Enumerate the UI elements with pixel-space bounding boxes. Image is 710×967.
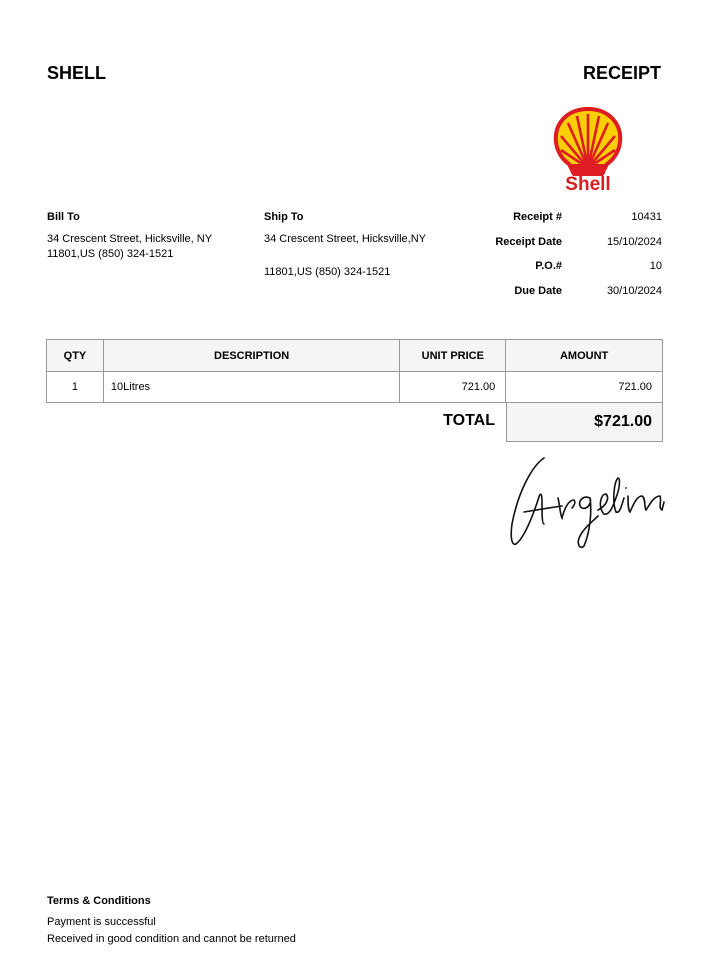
document-title: RECEIPT xyxy=(582,63,661,83)
bill-to-line1: 34 Crescent Street, Hicksville, NY xyxy=(47,233,213,245)
handwritten-signature xyxy=(502,452,666,552)
row-unit-price: 721.00 xyxy=(400,372,506,403)
logo-text: Shell xyxy=(565,174,611,192)
receipt-number-label: Receipt # xyxy=(513,211,562,223)
shell-pecten-icon xyxy=(556,109,620,174)
table-row xyxy=(47,372,663,403)
total-label: TOTAL xyxy=(443,412,495,429)
qty-header: QTY xyxy=(47,340,104,372)
row-qty: 1 xyxy=(47,372,104,403)
due-date-label: Due Date xyxy=(514,285,562,297)
company-name: SHELL xyxy=(47,63,107,83)
po-number-value: 10 xyxy=(649,260,662,272)
receipt-date-value: 15/10/2024 xyxy=(606,236,662,248)
ship-to-label: Ship To xyxy=(264,211,304,223)
terms-heading: Terms & Conditions xyxy=(47,895,151,907)
row-description: 10Litres xyxy=(103,372,399,403)
description-header: DESCRIPTION xyxy=(103,340,399,372)
due-date-value: 30/10/2024 xyxy=(606,285,662,297)
amount-header: AMOUNT xyxy=(506,340,663,372)
po-number-label: P.O.# xyxy=(535,260,562,272)
shell-logo xyxy=(549,106,627,192)
ship-to-line1: 34 Crescent Street, Hicksville,NY xyxy=(264,233,426,245)
total-value: $721.00 xyxy=(594,413,652,430)
bill-to-label: Bill To xyxy=(47,211,80,223)
bill-to-line2: 11801,US (850) 324-1521 xyxy=(47,248,174,260)
terms-line-1: Payment is successful xyxy=(47,916,156,928)
table-header-row xyxy=(47,340,663,372)
ship-to-line2: 11801,US (850) 324-1521 xyxy=(264,266,391,278)
row-amount: 721.00 xyxy=(506,372,663,403)
terms-line-2: Received in good condition and cannot be returned xyxy=(47,933,296,945)
total-box xyxy=(506,403,663,442)
receipt-date-label: Receipt Date xyxy=(495,236,562,248)
unit-price-header: UNIT PRICE xyxy=(400,340,506,372)
receipt-number-value: 10431 xyxy=(631,211,662,223)
items-table xyxy=(46,339,663,403)
